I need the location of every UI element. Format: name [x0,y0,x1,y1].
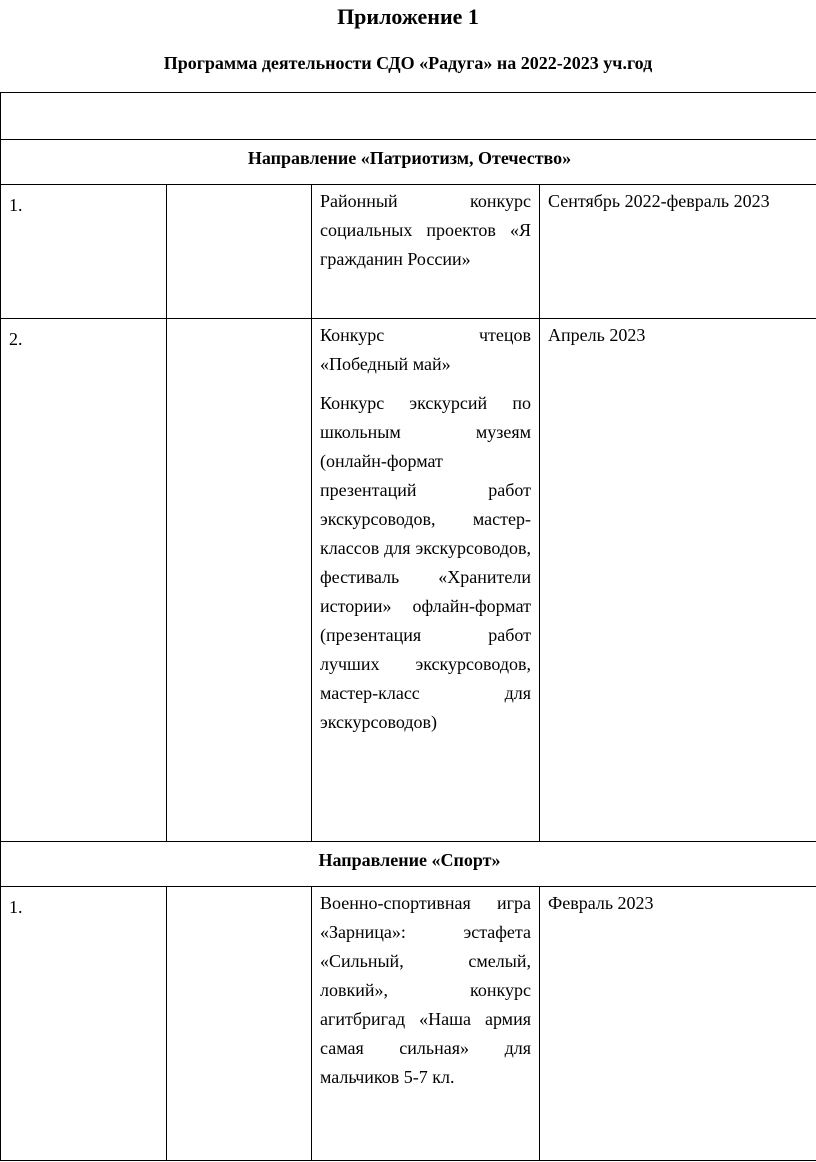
event-text: Районный конкурс социальных проектов «Я гражданин России» [320,191,531,269]
row-number: 2. [9,329,23,349]
section-header-row [1,140,816,185]
row-number-cell [1,887,167,1161]
event-text: Военно-спортивная игра «Зарница»: эстафета «Сильный, смелый, ловкий», конкурс агитбригад «Наша армия самая сильная» для мальчиков 5-7 кл. [320,893,531,1087]
appendix-title: Приложение 1 [337,4,479,29]
row-number: 1. [9,897,23,917]
table-row [1,319,816,842]
table-row [1,185,816,319]
date-cell [540,319,816,842]
empty-header-cell [1,93,816,140]
event-cell [312,185,540,319]
section-title-sport: Направление «Спорт» [1,842,816,887]
row-number: 1. [9,195,23,215]
event-date: Сентябрь 2022-февраль 2023 [548,191,770,211]
empty-cell [167,319,312,842]
event-cell [312,319,540,842]
empty-cell [167,185,312,319]
event-text: Конкурс экскурсий по школьным музеям (онлайн-формат презентаций работ экскурсоводов, мастер-классов для экскурсоводов, фестиваль «Хранители истории» офлайн-формат (презентация работ лучших экскурсоводов, мастер-класс для экскурсоводов) [320,393,531,732]
event-date: Февраль 2023 [548,893,654,913]
row-number-cell [1,319,167,842]
section-header-row [1,842,816,887]
empty-header-row [1,93,816,140]
program-title: Программа деятельности СДО «Радуга» на 2022-2023 уч.год [163,53,653,73]
date-cell [540,185,816,319]
event-text: Конкурс чтецов «Победный май» [320,325,531,374]
date-cell [540,887,816,1161]
table-row [1,887,816,1161]
row-number-cell [1,185,167,319]
empty-cell [167,887,312,1161]
event-date: Апрель 2023 [548,325,646,345]
event-cell [312,887,540,1161]
program-table [0,92,816,1161]
section-title-patriotism: Направление «Патриотизм, Отечество» [1,140,816,185]
